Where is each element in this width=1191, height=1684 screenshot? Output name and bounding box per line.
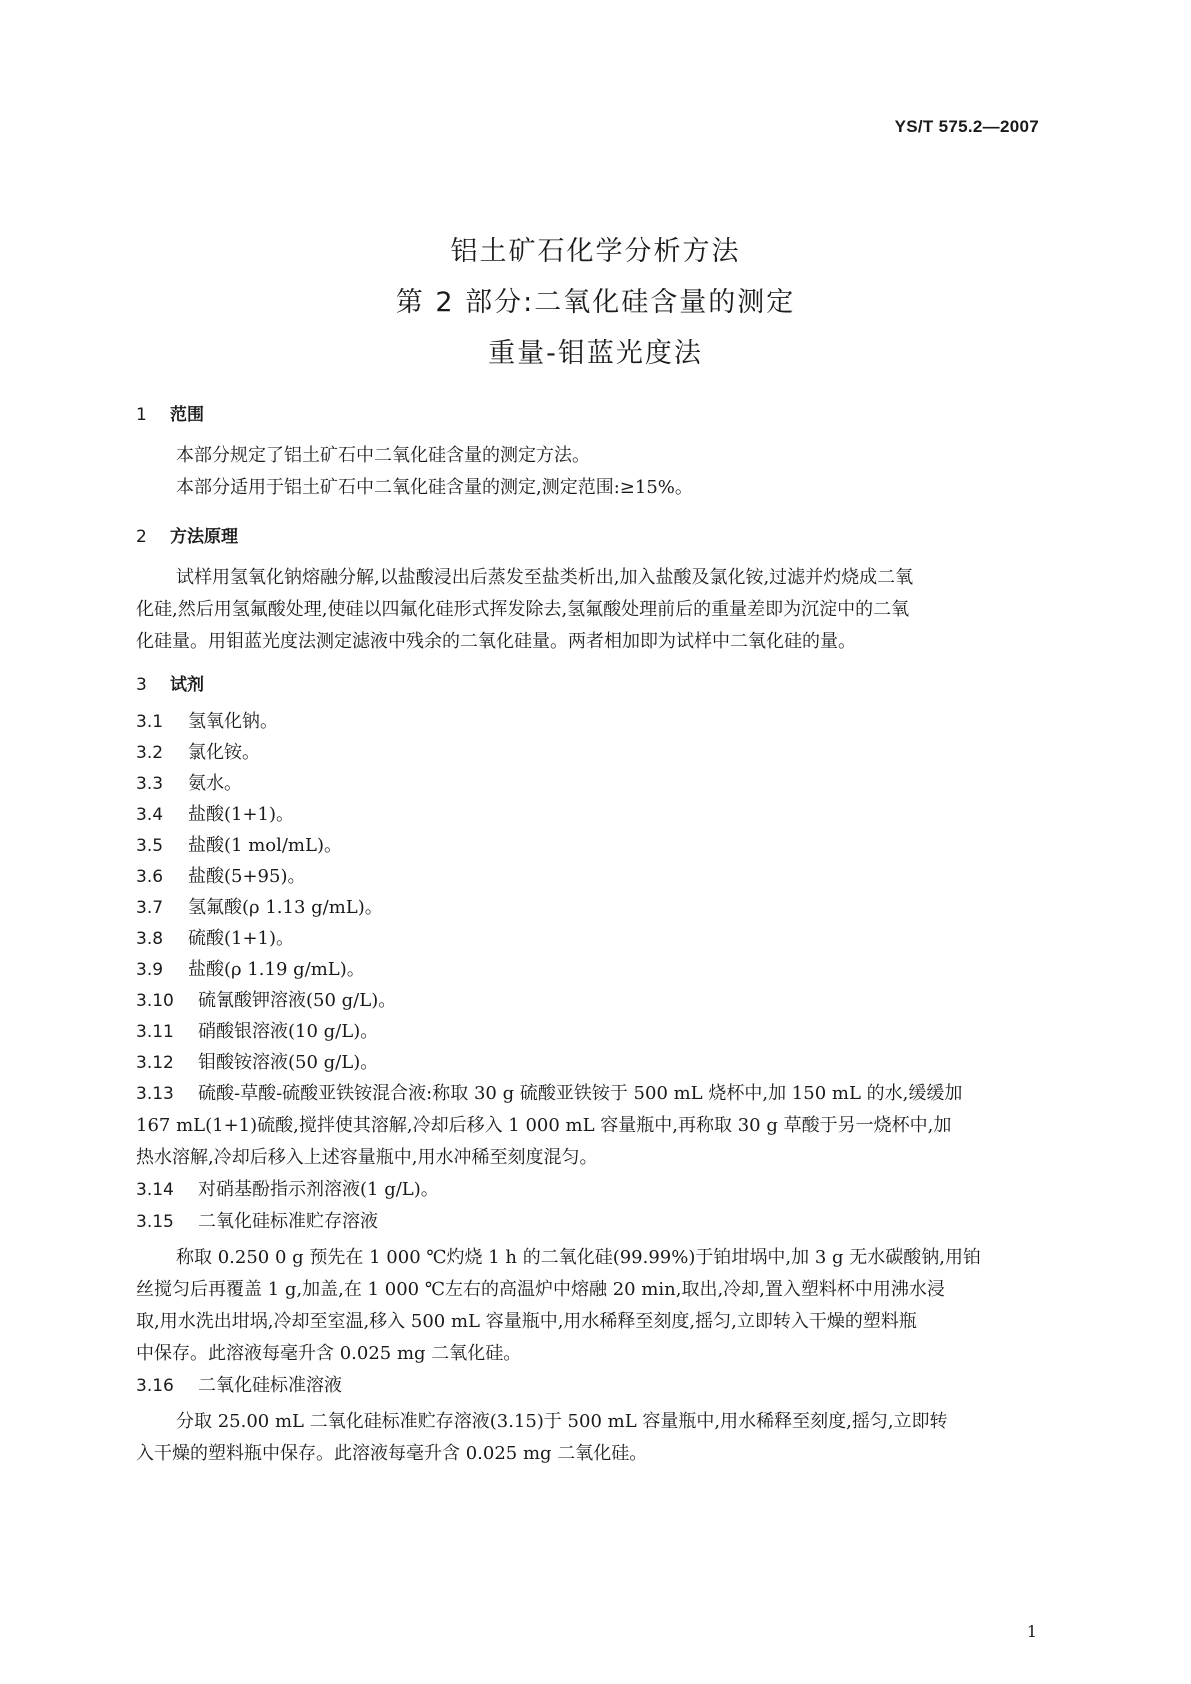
item-text: 盐酸(5+95)。 — [188, 866, 306, 887]
item-number: 3.11 — [136, 1022, 174, 1042]
item-number: 3.1 — [136, 712, 164, 732]
item-number: 3.13 — [136, 1084, 174, 1104]
item-number: 3.8 — [136, 929, 164, 949]
section-number: 1 — [136, 405, 147, 425]
item-continuation: 167 mL(1+1)硫酸,搅拌使其溶解,冷却后移入 1 000 mL 容量瓶中,再称取 30 g 草酸于另一烧杯中,加 — [136, 1115, 952, 1136]
item-text: 氢氧化钠。 — [188, 711, 278, 732]
item-text: 盐酸(1 mol/mL)。 — [188, 835, 342, 856]
item-text: 硫酸(1+1)。 — [188, 928, 295, 949]
list-item — [136, 1206, 378, 1238]
item-text: 盐酸(ρ 1.19 g/mL)。 — [188, 959, 365, 980]
section-heading-reagents — [136, 670, 204, 695]
item-number: 3.12 — [136, 1053, 174, 1073]
list-item — [136, 861, 305, 893]
document-code: YS/T 575.2—2007 — [894, 117, 1039, 136]
item-number: 3.10 — [136, 991, 174, 1011]
paragraph-line: 化硅量。用钼蓝光度法测定滤液中残余的二氧化硅量。两者相加即为试样中二氧化硅的量。 — [136, 631, 856, 652]
item-text: 硝酸银溶液(10 g/L)。 — [198, 1021, 379, 1042]
paragraph-line: 中保存。此溶液每毫升含 0.025 mg 二氧化硅。 — [136, 1343, 522, 1364]
item-continuation: 热水溶解,冷却后移入上述容量瓶中,用水冲稀至刻度混匀。 — [136, 1147, 598, 1168]
item-text: 硫酸-草酸-硫酸亚铁铵混合液:称取 30 g 硫酸亚铁铵于 500 mL 烧杯中,加 150 mL 的水,缓缓加 — [198, 1083, 963, 1104]
paragraph-line: 试样用氢氧化钠熔融分解,以盐酸浸出后蒸发至盐类析出,加入盐酸及氯化铵,过滤并灼烧成二氧 — [176, 567, 914, 588]
list-item — [136, 1016, 378, 1048]
paragraph-line: 丝搅匀后再覆盖 1 g,加盖,在 1 000 ℃左右的高温炉中熔融 20 min,取出,冷却,置入塑料杯中用沸水浸 — [136, 1279, 945, 1300]
list-item — [136, 1174, 439, 1206]
list-item — [136, 985, 396, 1017]
title-line-2: 第 2 部分:二氧化硅含量的测定 — [395, 287, 796, 318]
section-heading-principle — [136, 522, 238, 547]
paragraph-line: 化硅,然后用氢氟酸处理,使硅以四氟化硅形式挥发除去,氢氟酸处理前后的重量差即为沉淀中的二氧 — [136, 599, 910, 620]
item-text: 硫氰酸钾溶液(50 g/L)。 — [198, 990, 397, 1011]
item-number: 3.4 — [136, 805, 164, 825]
paragraph-line: 称取 0.250 0 g 预先在 1 000 ℃灼烧 1 h 的二氧化硅(99.99%)于铂坩埚中,加 3 g 无水碳酸钠,用铂 — [176, 1247, 981, 1268]
item-number: 3.7 — [136, 898, 164, 918]
item-text: 氢氟酸(ρ 1.13 g/mL)。 — [188, 897, 383, 918]
item-text: 对硝基酚指示剂溶液(1 g/L)。 — [198, 1179, 439, 1200]
list-item — [136, 768, 242, 800]
list-item — [136, 1370, 342, 1402]
section-title: 试剂 — [170, 675, 204, 695]
section-number: 2 — [136, 527, 147, 547]
paragraph-line: 入干燥的塑料瓶中保存。此溶液每毫升含 0.025 mg 二氧化硅。 — [136, 1443, 648, 1464]
section-title: 方法原理 — [170, 527, 238, 547]
section-title: 范围 — [170, 405, 204, 425]
list-item — [136, 1047, 378, 1079]
list-item — [136, 706, 278, 738]
paragraph: 本部分规定了铝土矿石中二氧化硅含量的测定方法。 — [176, 445, 590, 466]
list-item — [136, 1078, 962, 1110]
section-number: 3 — [136, 675, 147, 695]
list-item — [136, 954, 365, 986]
item-text: 氯化铵。 — [188, 742, 260, 763]
item-text: 盐酸(1+1)。 — [188, 804, 295, 825]
page-number: 1 — [1026, 1622, 1037, 1641]
item-number: 3.9 — [136, 960, 164, 980]
item-text: 二氧化硅标准溶液 — [198, 1375, 342, 1396]
item-number: 3.16 — [136, 1376, 174, 1396]
section-heading-scope — [136, 400, 204, 425]
item-text: 二氧化硅标准贮存溶液 — [198, 1211, 378, 1232]
list-item — [136, 892, 383, 924]
paragraph: 本部分适用于铝土矿石中二氧化硅含量的测定,测定范围:≥15%。 — [176, 477, 693, 498]
list-item — [136, 799, 294, 831]
item-number: 3.3 — [136, 774, 164, 794]
paragraph-line: 取,用水洗出坩埚,冷却至室温,移入 500 mL 容量瓶中,用水稀释至刻度,摇匀,立即转入干燥的塑料瓶 — [136, 1311, 917, 1332]
list-item — [136, 830, 342, 862]
item-number: 3.5 — [136, 836, 164, 856]
list-item — [136, 923, 294, 955]
item-text: 氨水。 — [188, 773, 242, 794]
item-number: 3.6 — [136, 867, 164, 887]
paragraph-line: 分取 25.00 mL 二氧化硅标准贮存溶液(3.15)于 500 mL 容量瓶中,用水稀释至刻度,摇匀,立即转 — [176, 1411, 948, 1432]
title-line-3: 重量-钼蓝光度法 — [488, 338, 703, 369]
list-item — [136, 737, 260, 769]
title-line-1: 铝土矿石化学分析方法 — [450, 236, 741, 267]
document-title — [0, 226, 1191, 379]
item-text: 钼酸铵溶液(50 g/L)。 — [198, 1052, 379, 1073]
item-number: 3.14 — [136, 1180, 174, 1200]
item-number: 3.2 — [136, 743, 164, 763]
item-number: 3.15 — [136, 1212, 174, 1232]
